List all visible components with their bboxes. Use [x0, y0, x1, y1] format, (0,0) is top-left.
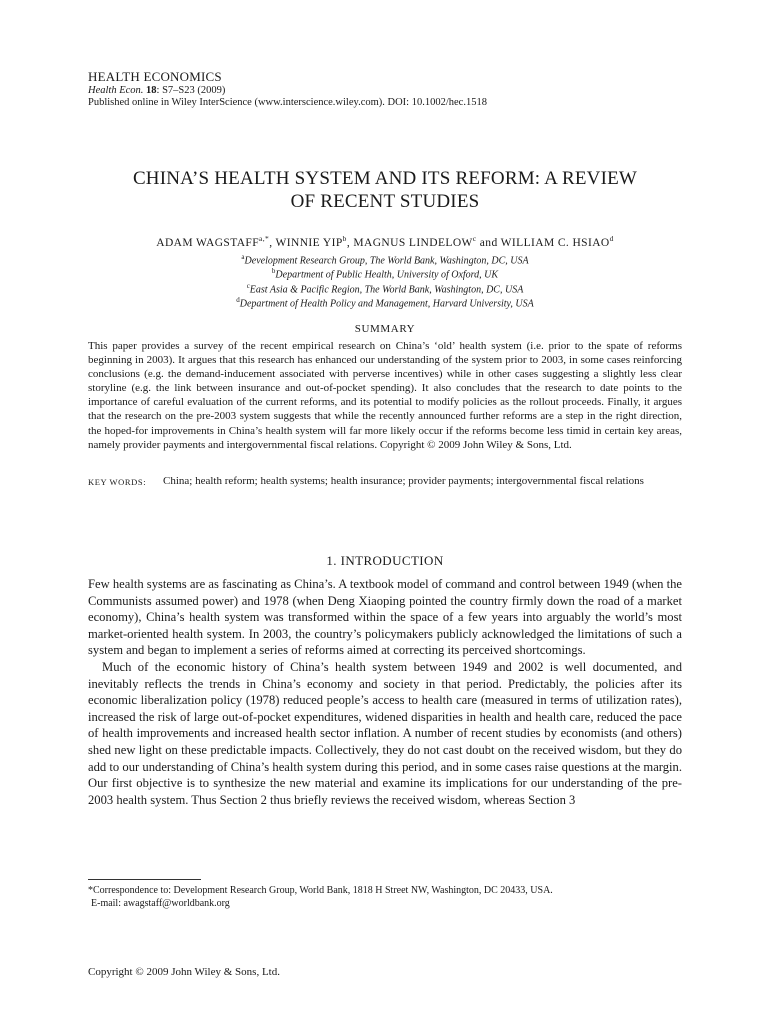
affiliation [88, 253, 682, 267]
author-separator: , [269, 236, 276, 249]
author-affiliation-mark: d [609, 234, 614, 243]
paragraph: Much of the economic history of China’s health system between 1949 and 2002 is well documented, and inevitably reflects the trends in China’s economy and society in that period. Predictably, the policies after its economic liberalization policy (1978) reduced people’s access to health care (measured in terms of utilization rates), increased the risk of large out-of-pocket expenditures, widened disparities in health and health care, reduced the pace of health improvements and increased health sector inflation. A number of recent studies by economists (and others) shed new light on these predictable impacts. Collectively, they do not cast doubt on the received wisdom, but they do add to our understanding of China’s health system during this period, and in some cases raise questions at the margin. Our first objective is to synthesize the new material and examine its implications for our understanding of the pre-2003 health system. Thus Section 2 thus briefly reviews the received wisdom, whereas Section 3 [88, 659, 682, 807]
citation-journal: Health Econ. [88, 84, 144, 96]
title-line-2: OF RECENT STUDIES [290, 190, 480, 212]
affiliation-list [88, 253, 682, 310]
article-title [88, 168, 682, 214]
author-name: MAGNUS LINDELOW [353, 236, 473, 249]
keywords-text: China; health reform; health systems; health insurance; provider payments; intergovernmental fiscal relations [163, 475, 644, 487]
keywords [88, 474, 682, 488]
affiliation-text: East Asia & Pacific Region, The World Bank, Washington, DC, USA [249, 283, 524, 295]
paragraph: Few health systems are as fascinating as China’s. A textbook model of command and control between 1949 (when the Communists assumed power) and 1978 (when Deng Xiaoping pointed the country firmly down the road of a market economy), China’s health system was transformed within the space of a few years into arguably the world’s most market-oriented health system. In 2003, the country’s policymakers publicly acknowledged the limitations of such a system and began to implement a series of reforms aimed at correcting its perceived shortcomings. [88, 577, 682, 658]
author-affiliation-mark: c [472, 234, 477, 243]
author-separator: and [476, 236, 501, 249]
copyright-notice: Copyright © 2009 John Wiley & Sons, Ltd. [88, 966, 280, 978]
citation-volume: 18 [146, 84, 157, 96]
author-list [88, 234, 682, 249]
section-heading-introduction: 1. INTRODUCTION [326, 553, 444, 568]
introduction-body [88, 576, 682, 808]
correspondence-footnote [88, 884, 682, 910]
affiliation-text: Department of Public Health, University of Oxford, UK [275, 269, 499, 281]
journal-citation [88, 85, 688, 97]
affiliation-mark: c [246, 281, 250, 290]
title-line-1: CHINA’S HEALTH SYSTEM AND ITS REFORM: A REVIEW [132, 168, 638, 189]
author-affiliation-mark: a,* [259, 234, 270, 243]
citation-pages: : S7–S23 (2009) [156, 84, 226, 96]
keywords-label: KEY WORDS: [88, 477, 147, 487]
affiliation [88, 296, 682, 310]
publication-info: Published online in Wiley InterScience (www.interscience.wiley.com). DOI: 10.1002/hec.1518 [88, 97, 487, 108]
author-name: WILLIAM C. HSIAO [500, 236, 610, 249]
affiliation-mark: d [236, 295, 240, 304]
affiliation-text: Department of Health Policy and Management, Harvard University, USA [239, 298, 534, 310]
journal-header [88, 70, 688, 109]
author-name: WINNIE YIP [275, 236, 343, 249]
affiliation-mark: b [271, 267, 276, 276]
affiliation [88, 267, 682, 281]
author-name: ADAM WAGSTAFF [156, 236, 260, 249]
author-affiliation-mark: b [342, 234, 347, 243]
affiliation-mark: a [241, 253, 245, 261]
journal-name: HEALTH ECONOMICS [88, 69, 222, 84]
affiliation-text: Development Research Group, The World Bank, Washington, DC, USA [244, 255, 529, 267]
summary-heading: SUMMARY [354, 323, 416, 335]
footnote-email: E-mail: awagstaff@worldbank.org [91, 898, 230, 909]
affiliation [88, 282, 682, 296]
footnote-address: *Correspondence to: Development Research Group, World Bank, 1818 H Street NW, Washington, DC 20433, USA. [88, 885, 553, 896]
summary-text: This paper provides a survey of the recent empirical research on China’s ‘old’ health system (i.e. prior to the spate of reforms beginning in 2003). It argues that this research has enhanced our understanding of the system prior to 2003, in some cases reinforcing conclusions (e.g. the demand-inducement associated with perverse incentives) while in other cases suggesting a slightly less clear storyline (e.g. the link between insurance and out-of-pocket spending). It also concludes that the research to date points to the importance of careful evaluation of the current reforms, and its potential to modify policies as the rollout proceeds. Finally, it argues that the research on the pre-2003 system suggests that while the recently announced further reforms are a step in the right direction, the hoped-for improvements in China’s health system will far more likely occur if the reforms become less timid in certain key areas, namely provider payments and intergovernmental fiscal relations. Copyright © 2009 John Wiley & Sons, Ltd. [88, 340, 682, 451]
footnote-divider [88, 879, 201, 880]
author-separator: , [346, 236, 354, 249]
